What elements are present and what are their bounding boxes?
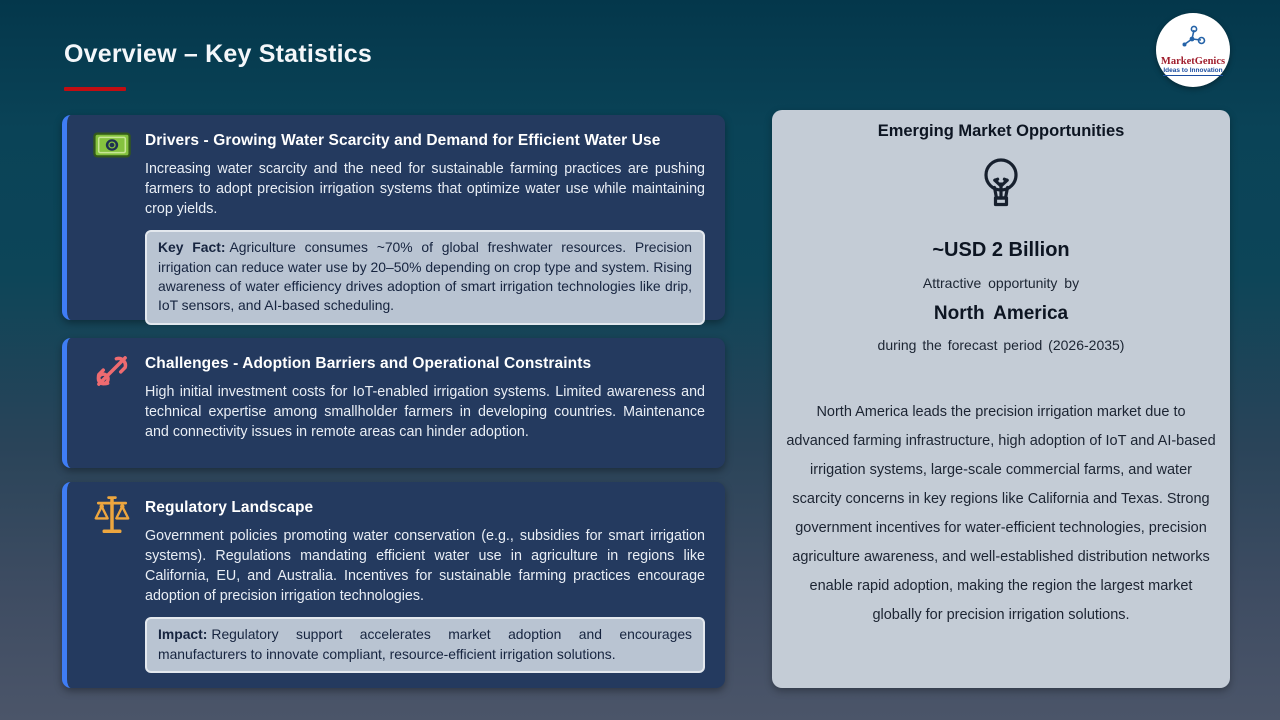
impact-callout	[145, 617, 705, 673]
callout-text: Regulatory support accelerates market adoption and encourages manufacturers to innovate compliant, resource-efficient irrigation solutions.	[158, 626, 692, 662]
callout-text: Agriculture consumes ~70% of global freshwater resources. Precision irrigation can reduce water use by 20–50% depending on crop type and system. Rising awareness of water efficiency drives adoption of smart irrigation technologies like drip, IoT sensors, and AI-based scheduling.	[158, 239, 692, 314]
opportunity-value: ~USD 2 Billion	[932, 239, 1070, 261]
challenges-card	[62, 338, 725, 468]
opportunity-caption: Attractive opportunity by	[922, 275, 1080, 291]
card-title: Challenges - Adoption Barriers and Operational Constraints	[145, 355, 592, 372]
opportunity-region: North America	[933, 303, 1069, 324]
panel-title: Emerging Market Opportunities	[877, 122, 1125, 140]
card-title: Drivers - Growing Water Scarcity and Demand for Efficient Water Use	[145, 132, 661, 149]
emerging-opportunities-panel	[772, 110, 1230, 688]
scales-icon	[91, 496, 133, 538]
card-body: High initial investment costs for IoT-enabled irrigation systems. Limited awareness and technical expertise among smallholder farmers in developing countries. Maintenance and connectivity issues in remote areas can hinder adoption.	[145, 384, 705, 441]
logo-name: MarketGenics	[1160, 55, 1226, 67]
card-body: Increasing water scarcity and the need for sustainable farming practices are pushing farmers to adopt precision irrigation systems that optimize water use while maintaining crop yields.	[145, 161, 705, 218]
page-title: Overview – Key Statistics	[64, 40, 372, 68]
marketgenics-logo	[1156, 13, 1230, 87]
logo-tagline: Ideas to Innovation	[1163, 66, 1223, 74]
broken-link-icon	[91, 350, 133, 392]
title-accent-underline	[64, 87, 126, 91]
money-banknote-icon	[91, 131, 133, 173]
callout-label: Impact:	[158, 626, 208, 643]
opportunity-period: during the forecast period (2026-2035)	[877, 337, 1125, 353]
callout-label: Key Fact:	[158, 239, 226, 256]
regulatory-card	[62, 482, 725, 688]
drivers-card	[62, 115, 725, 320]
opportunity-description: North America leads the precision irrigation market due to advanced farming infrastructure, high adoption of IoT and AI-based irrigation systems, large-scale commercial farms, and water scarcity concerns in key regions like California and Texas. Strong government incentives for water-efficient technologies, precision agriculture awareness, and well-established distribution networks enable rapid adoption, making the region the largest market globally for precision irrigation solutions.	[786, 404, 1216, 623]
card-body: Government policies promoting water conservation (e.g., subsidies for smart irrigation systems). Regulations mandating efficient water use in agriculture in regions like California, EU, and Australia. Incentives for sustainable farming practices encourage adoption of precision irrigation technologies.	[145, 528, 705, 605]
key-fact-callout	[145, 230, 705, 325]
card-title: Regulatory Landscape	[145, 499, 314, 516]
lightbulb-icon	[975, 155, 1027, 213]
molecule-icon	[1180, 25, 1206, 54]
